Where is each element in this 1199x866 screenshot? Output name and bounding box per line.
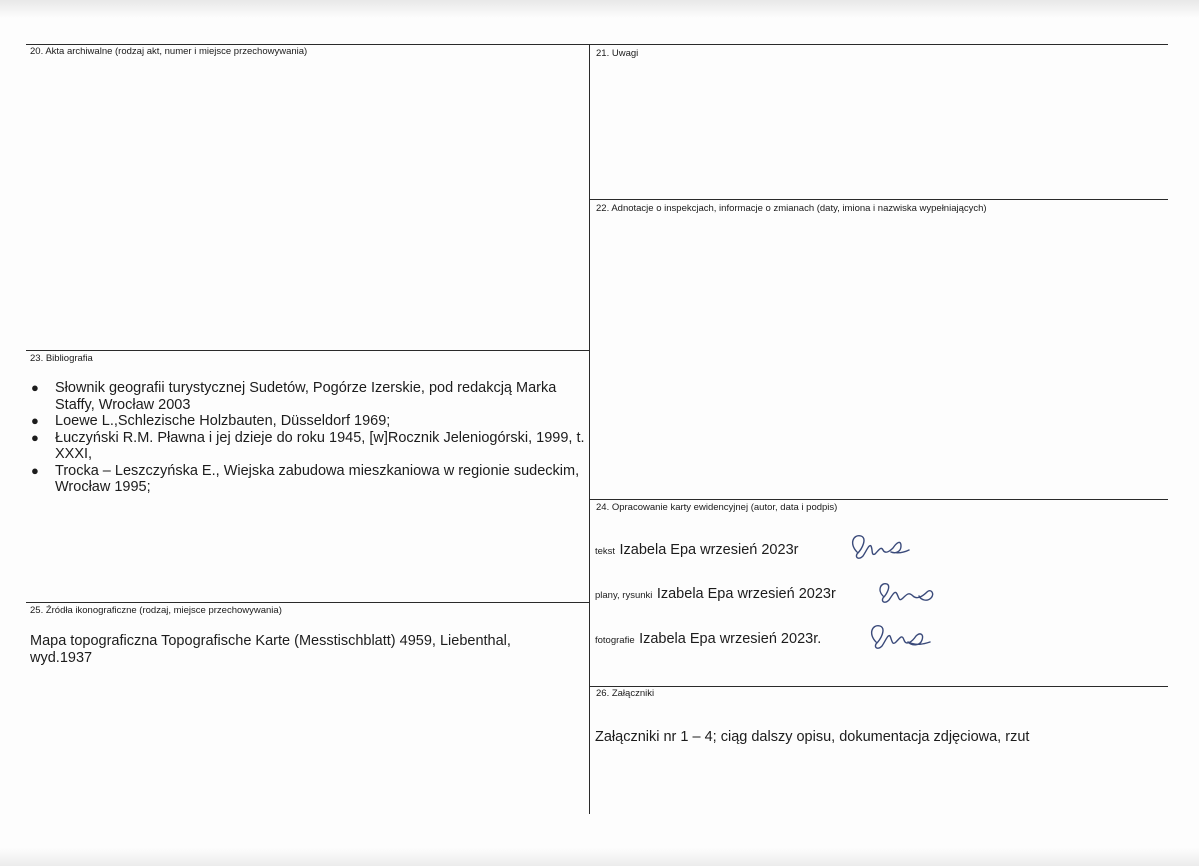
author-row-drawings xyxy=(595,585,836,603)
top-rule xyxy=(26,44,1168,45)
author-value: Izabela Epa wrzesień 2023r xyxy=(619,542,799,558)
bullet-icon: ● xyxy=(31,462,39,478)
bullet-icon: ● xyxy=(31,380,39,395)
signature-photos xyxy=(864,620,934,654)
scan-shadow-top xyxy=(0,0,1199,18)
section-25-label: 25. Źródła ikonograficzne (rodzaj, miejsce przechowywania) xyxy=(30,605,282,616)
bullet-icon: ● xyxy=(31,429,39,445)
section-26-label: 26. Załączniki xyxy=(596,688,655,699)
scan-shadow-bottom xyxy=(0,848,1199,866)
list-item xyxy=(31,413,591,430)
rule-25 xyxy=(26,602,590,603)
author-value: Izabela Epa wrzesień 2023r. xyxy=(639,631,822,647)
rule-26 xyxy=(590,686,1168,687)
section-23-label: 23. Bibliografia xyxy=(30,353,93,364)
bullet-icon: ● xyxy=(31,413,39,428)
bibliography-entry: Loewe L.,Schlezische Holzbauten, Düsseldorf 1969; xyxy=(55,413,391,429)
list-item xyxy=(31,463,591,496)
author-row-photos xyxy=(595,630,821,648)
author-row-text xyxy=(595,541,798,559)
rule-23 xyxy=(26,350,590,351)
signature-text xyxy=(845,530,915,564)
bibliography-list xyxy=(31,380,591,496)
bibliography-entry: Łuczyński R.M. Pławna i jej dzieje do roku 1945, [w]Rocznik Jeleniogórski, 1999, t. XXXI, xyxy=(55,429,585,462)
signature-drawings xyxy=(873,578,939,608)
section-24-label: 24. Opracowanie karty ewidencyjnej (autor, data i podpis) xyxy=(596,502,838,513)
iconographic-sources-text: Mapa topograficzna Topografische Karte (Messtischblatt) 4959, Liebenthal, wyd.1937 xyxy=(30,633,511,666)
section-21-label: 21. Uwagi xyxy=(596,48,639,59)
list-item xyxy=(31,380,591,413)
rule-22 xyxy=(590,199,1168,200)
bibliography-entry: Słownik geografii turystycznej Sudetów, Pogórze Izerskie, pod redakcją Marka Staffy, Wrocław 2003 xyxy=(55,380,557,413)
rule-24 xyxy=(590,499,1168,500)
attachments-text: Załączniki nr 1 – 4; ciąg dalszy opisu, dokumentacja zdjęciowa, rzut xyxy=(595,729,1030,745)
section-20-label: 20. Akta archiwalne (rodzaj akt, numer i miejsce przechowywania) xyxy=(30,46,308,57)
author-kind-label: fotografie xyxy=(595,635,635,646)
list-item xyxy=(31,430,591,463)
bibliography-entry: Trocka – Leszczyńska E., Wiejska zabudowa mieszkaniowa w regionie sudeckim, Wrocław 1995; xyxy=(55,462,580,495)
author-kind-label: plany, rysunki xyxy=(595,590,653,601)
author-value: Izabela Epa wrzesień 2023r xyxy=(656,586,836,602)
author-kind-label: tekst xyxy=(595,546,616,557)
section-22-label: 22. Adnotacje o inspekcjach, informacje o zmianach (daty, imiona i nazwiska wypełniających) xyxy=(596,203,987,214)
